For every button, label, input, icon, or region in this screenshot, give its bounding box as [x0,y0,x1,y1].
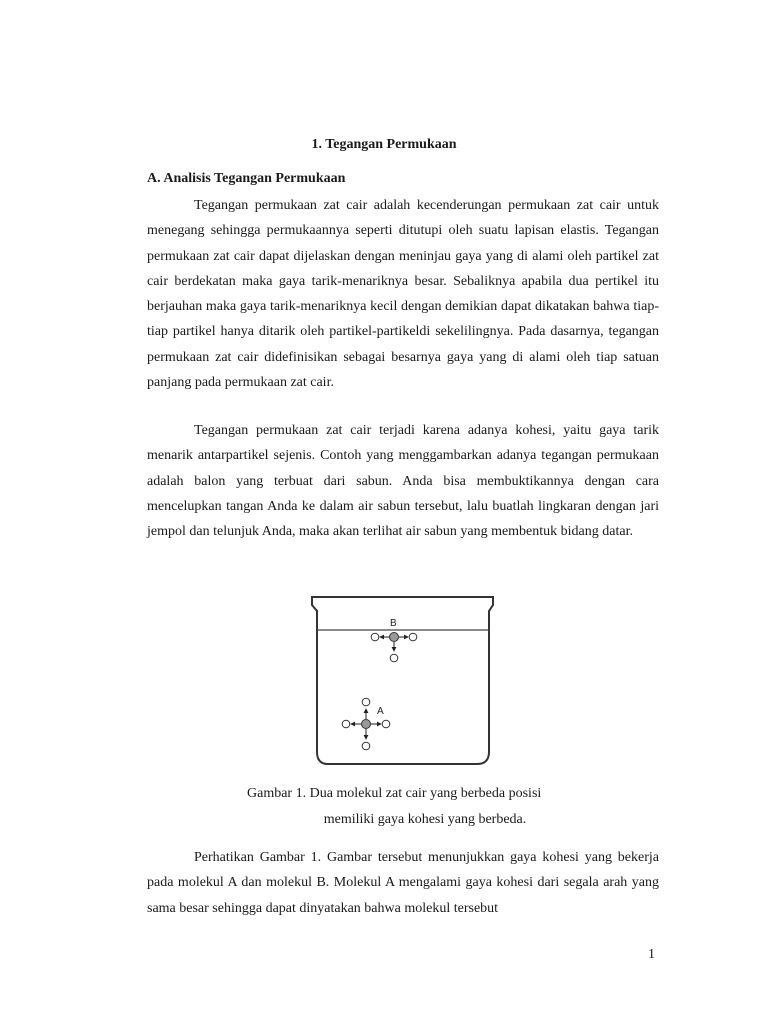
paragraph-2: Tegangan permukaan zat cair terjadi karena adanya kohesi, yaitu gaya tarik menarik antarpartikel sejenis. Contoh yang menggambarkan adanya tegangan permukaan adalah balon yang terbuat dari sabun. Anda bisa membuktikannya dengan cara mencelupkan tangan Anda ke dalam air sabun tersebut, lalu buatlah lingkaran dengan jari jempol dan telunjuk Anda, maka akan terlihat air sabun yang membentuk bidang datar. [147,423,659,540]
label-b: B [390,618,397,629]
molecule-b [390,633,399,642]
page-number: 1 [648,947,655,962]
figure-caption-line-1: Gambar 1. Dua molekul zat cair yang berbeda posisi [247,786,542,801]
paragraph-3: Perhatikan Gambar 1. Gambar tersebut menunjukkan gaya kohesi yang bekerja pada molekul A dan molekul B. Molekul A mengalami gaya kohesi dari segala arah yang sama besar sehingga dapat dinyatakan bahwa molekul tersebut [147,850,659,916]
page-title: 1. Tegangan Permukaan [311,137,457,152]
paragraph-1: Tegangan permukaan zat cair adalah kecenderungan permukaan zat cair untuk menegang sehingga permukaannya seperti ditutupi oleh suatu lapisan elastis. Tegangan permukaan zat cair dapat dijelaskan dengan meninjau gaya yang di alami oleh partikel zat cair berdekatan maka gaya tarik-menariknya besar. Sebaliknya apabila dua pertikel itu berjauhan maka gaya tarik-menariknya kecil dengan demikian dapat dikatakan bahwa tiap-tiap partikel hanya ditarik oleh partikel-partikeldi sekelilingnya. Pada dasarnya, tegangan permukaan zat cair didefinisikan sebagai besarnya gaya yang di alami oleh tiap satuan panjang pada permukaan zat cair. [147,198,659,391]
beaker-diagram [305,592,500,772]
molecule-a [362,720,371,729]
section-heading: A. Analisis Tegangan Permukaan [147,171,346,186]
beaker-outline [312,597,493,764]
figure-caption-line-2: memiliki gaya kohesi yang berbeda. [323,812,527,827]
label-a: A [377,706,384,717]
